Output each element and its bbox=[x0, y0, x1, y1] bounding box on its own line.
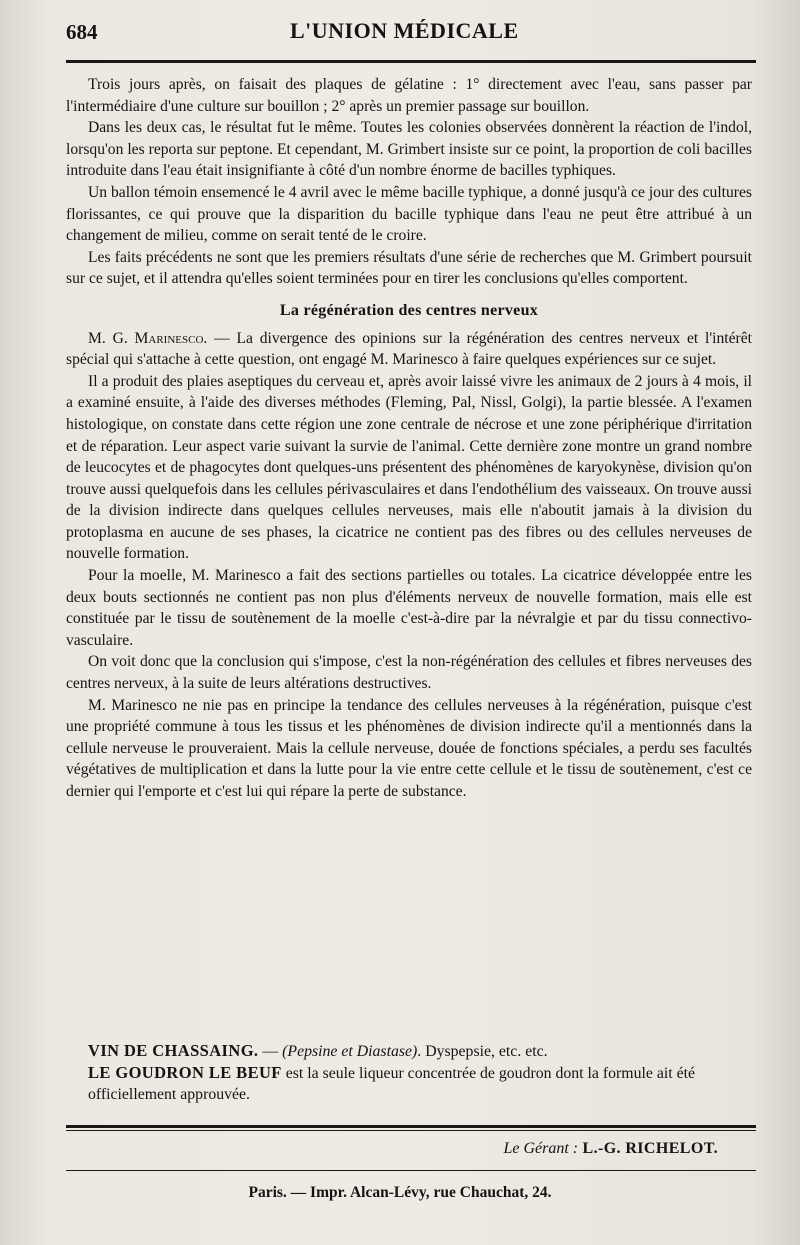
paragraph: On voit donc que la conclusion qui s'impose, c'est la non-régénération des cellules et fibres nerveuses des centres nerveux, à la suite de leurs altérations destructives. bbox=[66, 653, 752, 693]
advertisement bbox=[88, 1040, 756, 1062]
paragraph: Trois jours après, on faisait des plaques de gélatine : 1° directement avec l'eau, sans passer par l'intermédiaire d'une culture sur bouillon ; 2° après un premier passage sur bouillon. bbox=[66, 76, 752, 115]
advertisements bbox=[88, 1040, 756, 1105]
paragraph: Les faits précédents ne sont que les premiers résultats d'une série de recherches que M. Grimbert poursuit sur ce sujet, et il attendra qu'elles soient terminées pour en tirer les conclusions qu'elles comportent. bbox=[66, 248, 752, 288]
article-body bbox=[66, 74, 752, 803]
author-name: M. G. Marinesco. bbox=[88, 329, 208, 347]
paragraph-text: — La divergence des opinions sur la régénération des centres nerveux et l'intérêt spécial qui s'attache à cette question, ont engagé M. Marinesco à faire quelques expériences sur ce sujet. bbox=[66, 329, 752, 369]
paragraph: Un ballon témoin ensemencé le 4 avril avec le même bacille typhique, a donné jusqu'à ce jour des cultures florissantes, ce qui prouve que la disparition du bacille typhique dans l'eau ne peut être attribué à un changement de milieu, comme on serait tenté de le croire. bbox=[66, 183, 752, 245]
paragraph: Il a produit des plaies aseptiques du cerveau et, après avoir laissé vivre les animaux de 2 jours à 4 mois, il a examiné ensuite, à l'aide des diverses méthodes (Fleming, Pal, Nissl, Golgi), la partie blessée. A l'examen histologique, on constate dans cette région une zone centrale de nécrose et une zone périphérique d'irritation et de réparation. Leur aspect varie suivant la survie de l'animal. Cette dernière zone montre un grand nombre de leucocytes et de phagocytes dont quelques-uns présentent des phénomènes de karyokynèse, division qu'on trouve aussi quelquefois dans les cellules périvasculaires et dans l'endothélium des vaisseaux. On trouve aussi de la division indirecte dans quelques cellules nerveuses, mais elle n'aboutit jamais à la division du protoplasma en aucune de ses phases, la cicatrice ne contient pas des fibres ou des cellules nerveuses de nouvelle formation. bbox=[66, 372, 752, 563]
paragraph bbox=[66, 328, 752, 371]
paragraph: M. Marinesco ne nie pas en principe la tendance des cellules nerveuses à la régénération, puisque c'est une propriété commune à tous les tissus et les phénomènes de division indirecte qu'il a mentionnés dans la cellule nerveuse le prouveraient. Mais la cellule nerveuse, douée de fonctions spéciales, a perdu ses facultés végétatives de multiplication et dans la lutte pour la vie entre cette cellule et le tissu de soutènement, c'est ce dernier qui l'emporte et c'est lui qui répare la perte de substance. bbox=[66, 696, 752, 800]
page-header bbox=[0, 16, 800, 52]
imprint-rule bbox=[66, 1170, 756, 1171]
ad-product-name: LE GOUDRON LE BEUF bbox=[88, 1063, 282, 1082]
running-title: L'UNION MÉDICALE bbox=[290, 18, 519, 43]
advertisement bbox=[88, 1062, 756, 1105]
paragraph: Dans les deux cas, le résultat fut le même. Toutes les colonies observées donnèrent la réaction de l'indol, lorsqu'on les reporta sur peptone. Et cependant, M. Grimbert insiste sur ce point, la proportion de coli bacilles introduite dans l'eau était insignifiante à côté d'un nombre énorme de bacilles typhiques. bbox=[66, 119, 752, 180]
footer-rule-thick bbox=[66, 1125, 756, 1128]
gerant-label: Le Gérant : bbox=[503, 1140, 579, 1157]
section-heading: La régénération des centres nerveux bbox=[279, 301, 539, 319]
ad-text: . Dyspepsie, etc. etc. bbox=[417, 1043, 548, 1060]
header-rule bbox=[66, 60, 756, 63]
paragraph: Pour la moelle, M. Marinesco a fait des sections partielles ou totales. La cicatrice développée entre les deux bouts sectionnés ne contient pas non plus d'éléments nerveux de nouvelle formation, mais elle est constituée par le tissu de soutènement de la moelle c'est-à-dire par la névralgie et par du tissu connectivo-vasculaire. bbox=[66, 567, 752, 649]
ad-dash: — bbox=[258, 1043, 283, 1060]
footer-rule-thin bbox=[66, 1130, 756, 1131]
ad-text: est la seule liqueur concentrée de goudron dont la formule ait été officiellement approuvée. bbox=[88, 1065, 695, 1103]
printer-imprint: Paris. — Impr. Alcan-Lévy, rue Chauchat, 24. bbox=[248, 1184, 552, 1201]
gerant-signature bbox=[503, 1140, 718, 1158]
gerant-name: L.-G. RICHELOT. bbox=[578, 1140, 718, 1157]
ad-italic-text: (Pepsine et Diastase) bbox=[282, 1043, 418, 1060]
page-number: 684 bbox=[66, 20, 98, 44]
ad-product-name: VIN DE CHASSAING. bbox=[88, 1041, 259, 1060]
